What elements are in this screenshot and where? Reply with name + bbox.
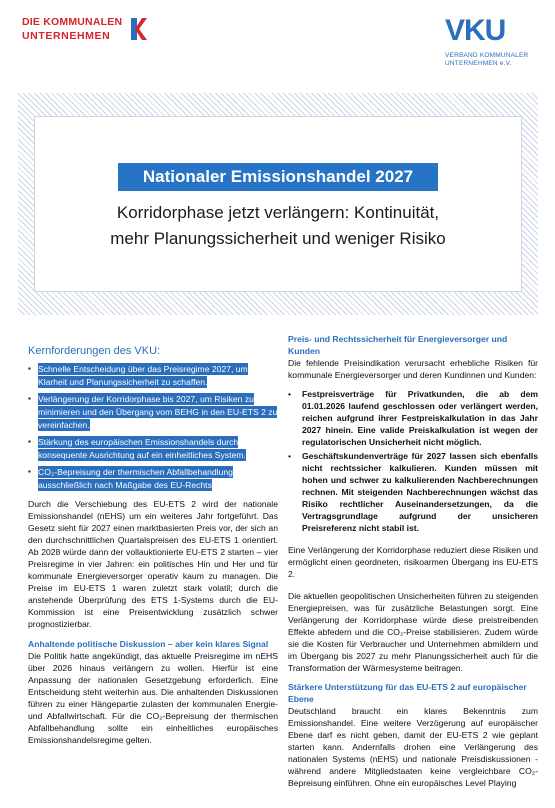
risk-item xyxy=(288,388,538,448)
vku-subtitle-line2: UNTERNEHMEN e.V. xyxy=(445,60,512,67)
k-arrow-logo-icon xyxy=(129,16,149,42)
vku-subtitle-line1: VERBAND KOMMUNALER xyxy=(445,52,529,59)
bullet-dot-icon: • xyxy=(288,451,292,461)
demand-text: Verlängerung der Korridorphase bis 2027, um Risiken zu minimieren und den Übergang vom BEHG in den EU-ETS 2 zu vereinfachen. xyxy=(38,394,278,430)
price-security-paragraph: Die fehlende Preisindikation verursacht erhebliche Risiken für kommunale Energieversorger und deren Kundinnen und Kunden: xyxy=(288,358,538,380)
demand-text: Schnelle Entscheidung über das Preisregime 2027, um Klarheit und Planungssicherheit zu schaffen. xyxy=(38,364,248,387)
geopolitics-paragraph: Die aktuellen geopolitischen Unsicherheiten führen zu steigenden Energiepreisen, was für zusätzliche Belastungen sorgt. Eine Verlängerung der Korridorphase würde diese preistreibenden Effekte abfedern und die CO₂-Preise stabilisieren. Zudem würde sie die Kosten für Verbraucher und Unternehmen abmildern und im Übergang bis 2027 zu mehr Planungssicherheit auch für die Transformation der Wärmesysteme beitragen. xyxy=(288,591,538,673)
logo-die-kommunalen-unternehmen xyxy=(22,16,152,50)
page-title: Nationaler Emissionshandel 2027 xyxy=(118,163,438,191)
political-discussion-paragraph: Die Politik hatte angekündigt, das aktuelle Preisregime im nEHS über 2026 hinaus verlängern zu wollen. Hierfür ist eine Anpassung der nationalen Gesetzgebung erforderlich. Eine Entscheidung steht weiterhin aus. Die anhaltenden Diskussionen führen zu einer Hängepartie zulasten der kommunalen Energie- und Abfallwirtschaft. Für die CO₂-Bepreisung der thermischen Abfallbehandlung sollte ein einheitliches europäisches Emissionshandelsregime gelten. xyxy=(28,651,278,745)
eu-ets2-paragraph: Deutschland braucht ein klares Bekenntnis zum Emissionshandel. Eine weitere Verzögerung auf europäischer Ebene darf es nicht geben, damit der EU-ETS 2 wie geplant starten kann. Andernfalls drohen eine Verlängerung des nationalen Systems (nEHS) und nationale Preisdiskussionen - während andere Mitgliedstaaten keine vergleichbare CO₂-Bepreisung einführen. Ohne ein europäisches Level Playing xyxy=(288,706,538,788)
bullet-square-icon: ▪ xyxy=(28,364,31,373)
bullet-square-icon: ▪ xyxy=(28,467,31,476)
demand-item xyxy=(28,363,278,389)
right-column xyxy=(288,333,538,796)
logo-left-line1 xyxy=(22,16,122,28)
demand-item xyxy=(28,436,278,462)
page-subtitle xyxy=(40,200,516,252)
price-security-heading: Preis- und Rechtssicherheit für Energieversorger und Kunden xyxy=(288,334,508,356)
eu-ets2-heading: Stärkere Unterstützung für das EU-ETS 2 auf europäischer Ebene xyxy=(288,682,527,704)
logo-left-die: DIE xyxy=(22,16,44,28)
demand-text: CO₂-Bepreisung der thermischen Abfallbehandlung ausschließlich nach Maßgabe des EU-Rechts xyxy=(38,467,233,490)
demand-item xyxy=(28,393,278,432)
logo-left-line2: UNTERNEHMEN xyxy=(22,30,111,42)
subtitle-line1: Korridorphase jetzt verlängern: Kontinuität, xyxy=(116,203,440,222)
left-column xyxy=(28,345,278,753)
key-demands-heading: Kernforderungen des VKU: xyxy=(28,345,161,357)
bullet-square-icon: ▪ xyxy=(28,394,31,403)
bullet-dot-icon: • xyxy=(288,389,292,399)
risk-item xyxy=(288,450,538,534)
key-demands-list xyxy=(28,363,278,492)
political-discussion-heading: Anhaltende politische Diskussion – aber kein klares Signal xyxy=(28,639,269,649)
subtitle-line2: mehr Planungssicherheit und weniger Risiko xyxy=(110,229,446,248)
corridor-paragraph: Eine Verlängerung der Korridorphase reduziert diese Risiken und ermöglicht einen geordneten, risikoarmen Übergang ins EU-ETS 2. xyxy=(288,545,538,579)
vku-wordmark: VKU xyxy=(445,14,506,47)
bullet-square-icon: ▪ xyxy=(28,437,31,446)
logo-left-kommunalen: KOMMUNALEN xyxy=(43,16,123,28)
risk-text: Geschäftskundenverträge für 2027 lassen sich ebenfalls nicht rechtssicher kalkulieren. Kunden müssen mit hohen und schwer zu kalkulierenden Nachberechnungen rechnen. Mit steigenden Nachberechnungen wächst das Risiko rechtlicher Auseinandersetzungen, da die Vertragsgrundlage aufgrund der unsicheren Preisreferenz nicht stabil ist. xyxy=(302,451,538,533)
demand-item xyxy=(28,466,278,492)
risk-text: Festpreisverträge für Privatkunden, die ab dem 01.01.2026 laufend geschlossen oder verlängert werden, reichen aufgrund ihrer Festpreiskalkulation in das Jahr 2027 hinein. Eine valide Preiskalkulation ist wegen der regulatorischen Unsicherheit nicht möglich. xyxy=(302,389,538,447)
demand-text: Stärkung des europäischen Emissionshandels durch konsequente Ausrichtung auf ein einheitliches System. xyxy=(38,437,246,460)
risk-list xyxy=(288,388,538,534)
intro-paragraph: Durch die Verschiebung des EU-ETS 2 wird der nationale Emissionshandel (nEHS) um ein weiteres Jahr fortgeführt. Das Gesetz sieht für 2027 einen marktbasierten Preis vor, der sich an den durchschnittlichen Quartalspreisen des EU-ETS 1 orientiert. Ab 2028 würde dann der vollauktionierte EU-ETS 2 starten – vier Preisregime in vier Jahren: ein politisches Hin und Her und für kommunale Energieversorger operativ kaum zu managen. Die Preise im EU-ETS 1 waren zuletzt stark volatil; durch die anstehende Überprüfung des ETS 1-Systems durch die EU-Kommission ist eine Preisentwicklung zusätzlich schwer prognostizierbar. xyxy=(28,499,278,629)
logo-vku xyxy=(443,14,538,74)
